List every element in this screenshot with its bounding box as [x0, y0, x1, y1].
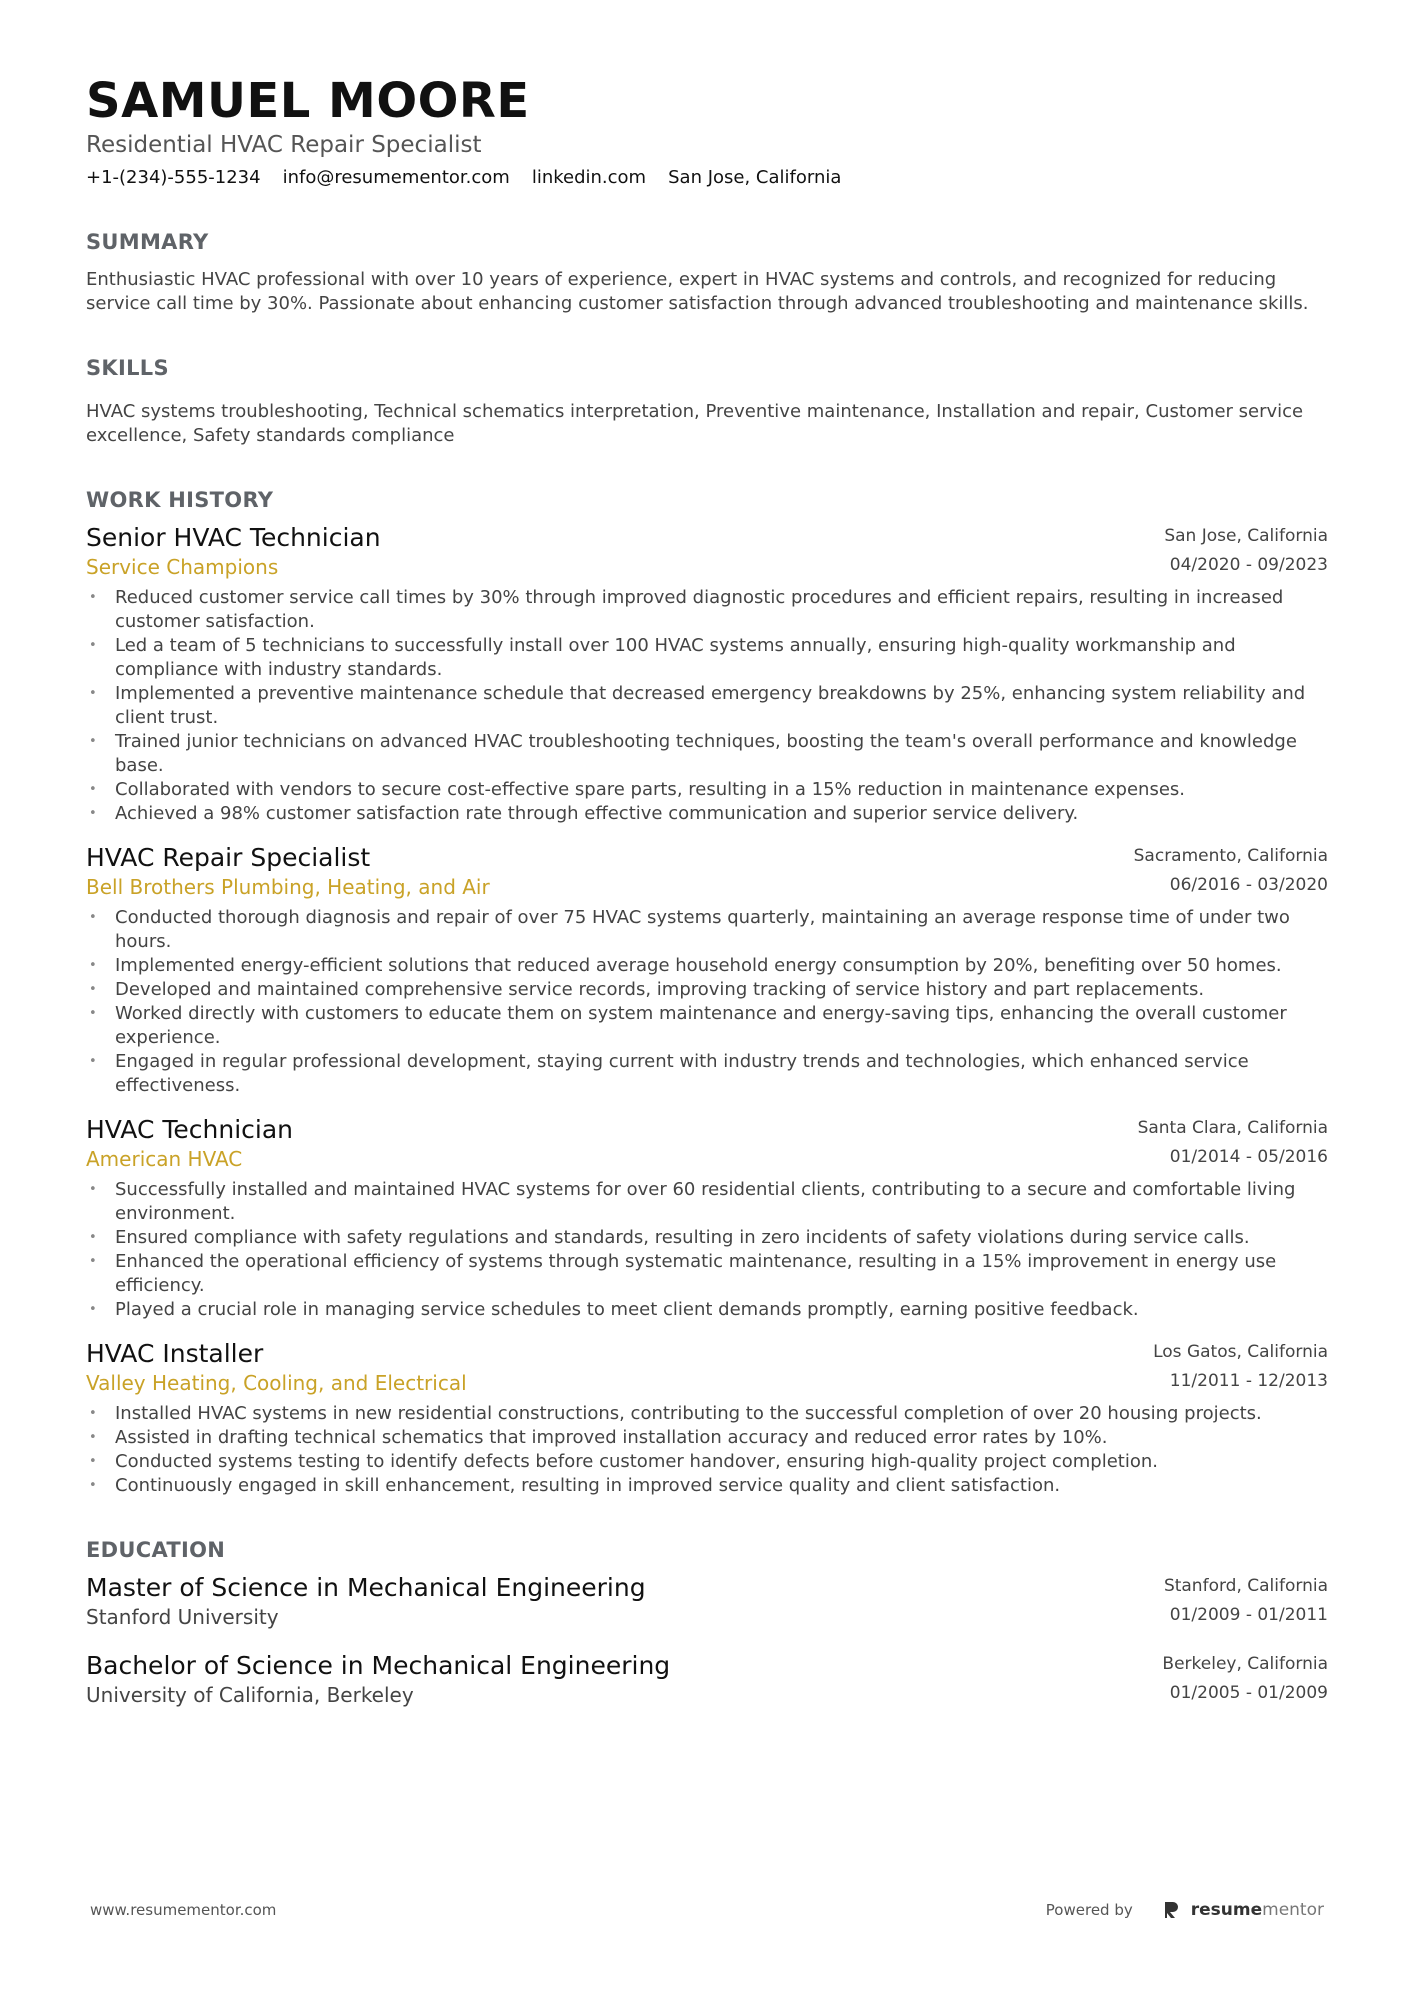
resume-page [86, 72, 1328, 1708]
contact-linkedin: linkedin.com [531, 167, 647, 188]
education-location: Berkeley, California [1162, 1654, 1328, 1674]
job-bullet: • Continuously engaged in skill enhancement, resulting in improved service quality and client satisfaction. [86, 1474, 1328, 1498]
contact-location: San Jose, California [668, 167, 842, 188]
job-title: Senior HVAC Technician [86, 523, 381, 552]
job-dates: 11/2011 - 12/2013 [1169, 1371, 1328, 1391]
job-bullet: • Engaged in regular professional development, staying current with industry trends and technologies, which enhanced service effectiveness. [86, 1050, 1328, 1098]
job-dates: 01/2014 - 05/2016 [1169, 1147, 1328, 1167]
education-dates: 01/2005 - 01/2009 [1169, 1683, 1328, 1703]
education-entry [86, 1650, 1328, 1708]
brand-wordmark [1191, 1900, 1324, 1920]
job-bullet: • Installed HVAC systems in new residential constructions, contributing to the successful completion of over 20 housing projects. [86, 1402, 1328, 1426]
job-bullet: • Trained junior technicians on advanced HVAC troubleshooting techniques, boosting the team's overall performance and knowledge base. [86, 730, 1328, 778]
education-entry [86, 1572, 1328, 1630]
job-bullets [86, 1178, 1328, 1322]
work-history-section [86, 486, 1328, 1498]
job-bullet: • Reduced customer service call times by 30% through improved diagnostic procedures and efficient repairs, resulting in increased customer satisfaction. [86, 586, 1328, 634]
job-dates: 04/2020 - 09/2023 [1169, 555, 1328, 575]
summary-text: Enthusiastic HVAC professional with over 10 years of experience, expert in HVAC systems and controls, and recognized for reducing service call time by 30%. Passionate about enhancing customer satisfaction through advanced troubleshooting and maintenance skills. [86, 269, 1309, 314]
education-dates: 01/2009 - 01/2011 [1169, 1605, 1328, 1625]
candidate-headline: Residential HVAC Repair Specialist [86, 132, 482, 158]
job-bullet: • Collaborated with vendors to secure cost-effective spare parts, resulting in a 15% reduction in maintenance expenses. [86, 778, 1328, 802]
skills-text: HVAC systems troubleshooting, Technical schematics interpretation, Preventive maintenance, Installation and repair, Customer service excellence, Safety standards compliance [86, 401, 1304, 446]
candidate-name: SAMUEL MOORE [86, 73, 530, 129]
job-bullet: • Conducted systems testing to identify defects before customer handover, ensuring high-quality project completion. [86, 1450, 1328, 1474]
job-bullets [86, 586, 1328, 826]
job-bullet: • Led a team of 5 technicians to successfully install over 100 HVAC systems annually, ensuring high-quality workmanship and compliance with industry standards. [86, 634, 1328, 682]
footer-website-link[interactable]: www.resumementor.com [90, 1901, 277, 1919]
contact-phone: +1-(234)-555-1234 [86, 167, 261, 188]
skills-heading: SKILLS [86, 356, 169, 380]
education-school: Stanford University [86, 1605, 279, 1629]
contact-line [86, 166, 1328, 190]
job-company: Valley Heating, Cooling, and Electrical [86, 1371, 467, 1395]
education-degree: Bachelor of Science in Mechanical Engineering [86, 1651, 671, 1680]
job-title: HVAC Technician [86, 1115, 294, 1144]
job-bullet: • Implemented energy-efficient solutions that reduced average household energy consumption by 20%, benefiting over 50 homes. [86, 954, 1328, 978]
resumementor-logo-icon [1163, 1900, 1179, 1920]
job-dates: 06/2016 - 03/2020 [1169, 875, 1328, 895]
page-footer [90, 1900, 1324, 1920]
job-company: American HVAC [86, 1147, 243, 1171]
job-entry [86, 1114, 1328, 1322]
summary-heading: SUMMARY [86, 230, 209, 254]
powered-by-block [1046, 1900, 1324, 1920]
job-location: San Jose, California [1164, 526, 1328, 546]
job-bullet: • Developed and maintained comprehensive service records, improving tracking of service history and part replacements. [86, 978, 1328, 1002]
job-company: Bell Brothers Plumbing, Heating, and Air [86, 875, 490, 899]
job-bullet: • Worked directly with customers to educate them on system maintenance and energy-saving tips, enhancing the overall customer experience. [86, 1002, 1328, 1050]
powered-by-label: Powered by [1045, 1901, 1133, 1919]
job-bullet: • Conducted thorough diagnosis and repair of over 75 HVAC systems quarterly, maintaining an average response time of under two hours. [86, 906, 1328, 954]
job-bullet: • Implemented a preventive maintenance schedule that decreased emergency breakdowns by 25%, enhancing system reliability and client trust. [86, 682, 1328, 730]
skills-section [86, 354, 1328, 448]
job-bullet: • Achieved a 98% customer satisfaction rate through effective communication and superior service delivery. [86, 802, 1328, 826]
job-entry [86, 522, 1328, 826]
education-location: Stanford, California [1163, 1576, 1328, 1596]
education-school: University of California, Berkeley [86, 1683, 414, 1707]
job-title: HVAC Installer [86, 1339, 264, 1368]
education-degree: Master of Science in Mechanical Engineering [86, 1573, 646, 1602]
job-bullets [86, 906, 1328, 1098]
job-bullet: • Successfully installed and maintained HVAC systems for over 60 residential clients, contributing to a secure and comfortable living environment. [86, 1178, 1328, 1226]
job-bullets [86, 1402, 1328, 1498]
job-entry [86, 842, 1328, 1098]
education-heading: EDUCATION [86, 1538, 226, 1562]
job-bullet: • Enhanced the operational efficiency of systems through systematic maintenance, resulting in a 15% improvement in energy use efficiency. [86, 1250, 1328, 1298]
resume-header [86, 72, 1328, 190]
job-bullet: • Assisted in drafting technical schematics that improved installation accuracy and reduced error rates by 10%. [86, 1426, 1328, 1450]
job-location: Los Gatos, California [1153, 1342, 1328, 1362]
brand-wordmark-bold: resume [1190, 1900, 1263, 1920]
job-title: HVAC Repair Specialist [86, 843, 371, 872]
job-company: Service Champions [86, 555, 279, 579]
work-history-heading: WORK HISTORY [86, 488, 274, 512]
brand-wordmark-light: mentor [1262, 1900, 1324, 1920]
education-section [86, 1536, 1328, 1708]
job-location: Sacramento, California [1133, 846, 1328, 866]
job-location: Santa Clara, California [1137, 1118, 1328, 1138]
job-bullet: • Played a crucial role in managing service schedules to meet client demands promptly, earning positive feedback. [86, 1298, 1328, 1322]
contact-email: info@resumementor.com [282, 167, 510, 188]
job-bullet: • Ensured compliance with safety regulations and standards, resulting in zero incidents of safety violations during service calls. [86, 1226, 1328, 1250]
summary-section [86, 228, 1328, 316]
job-entry [86, 1338, 1328, 1498]
